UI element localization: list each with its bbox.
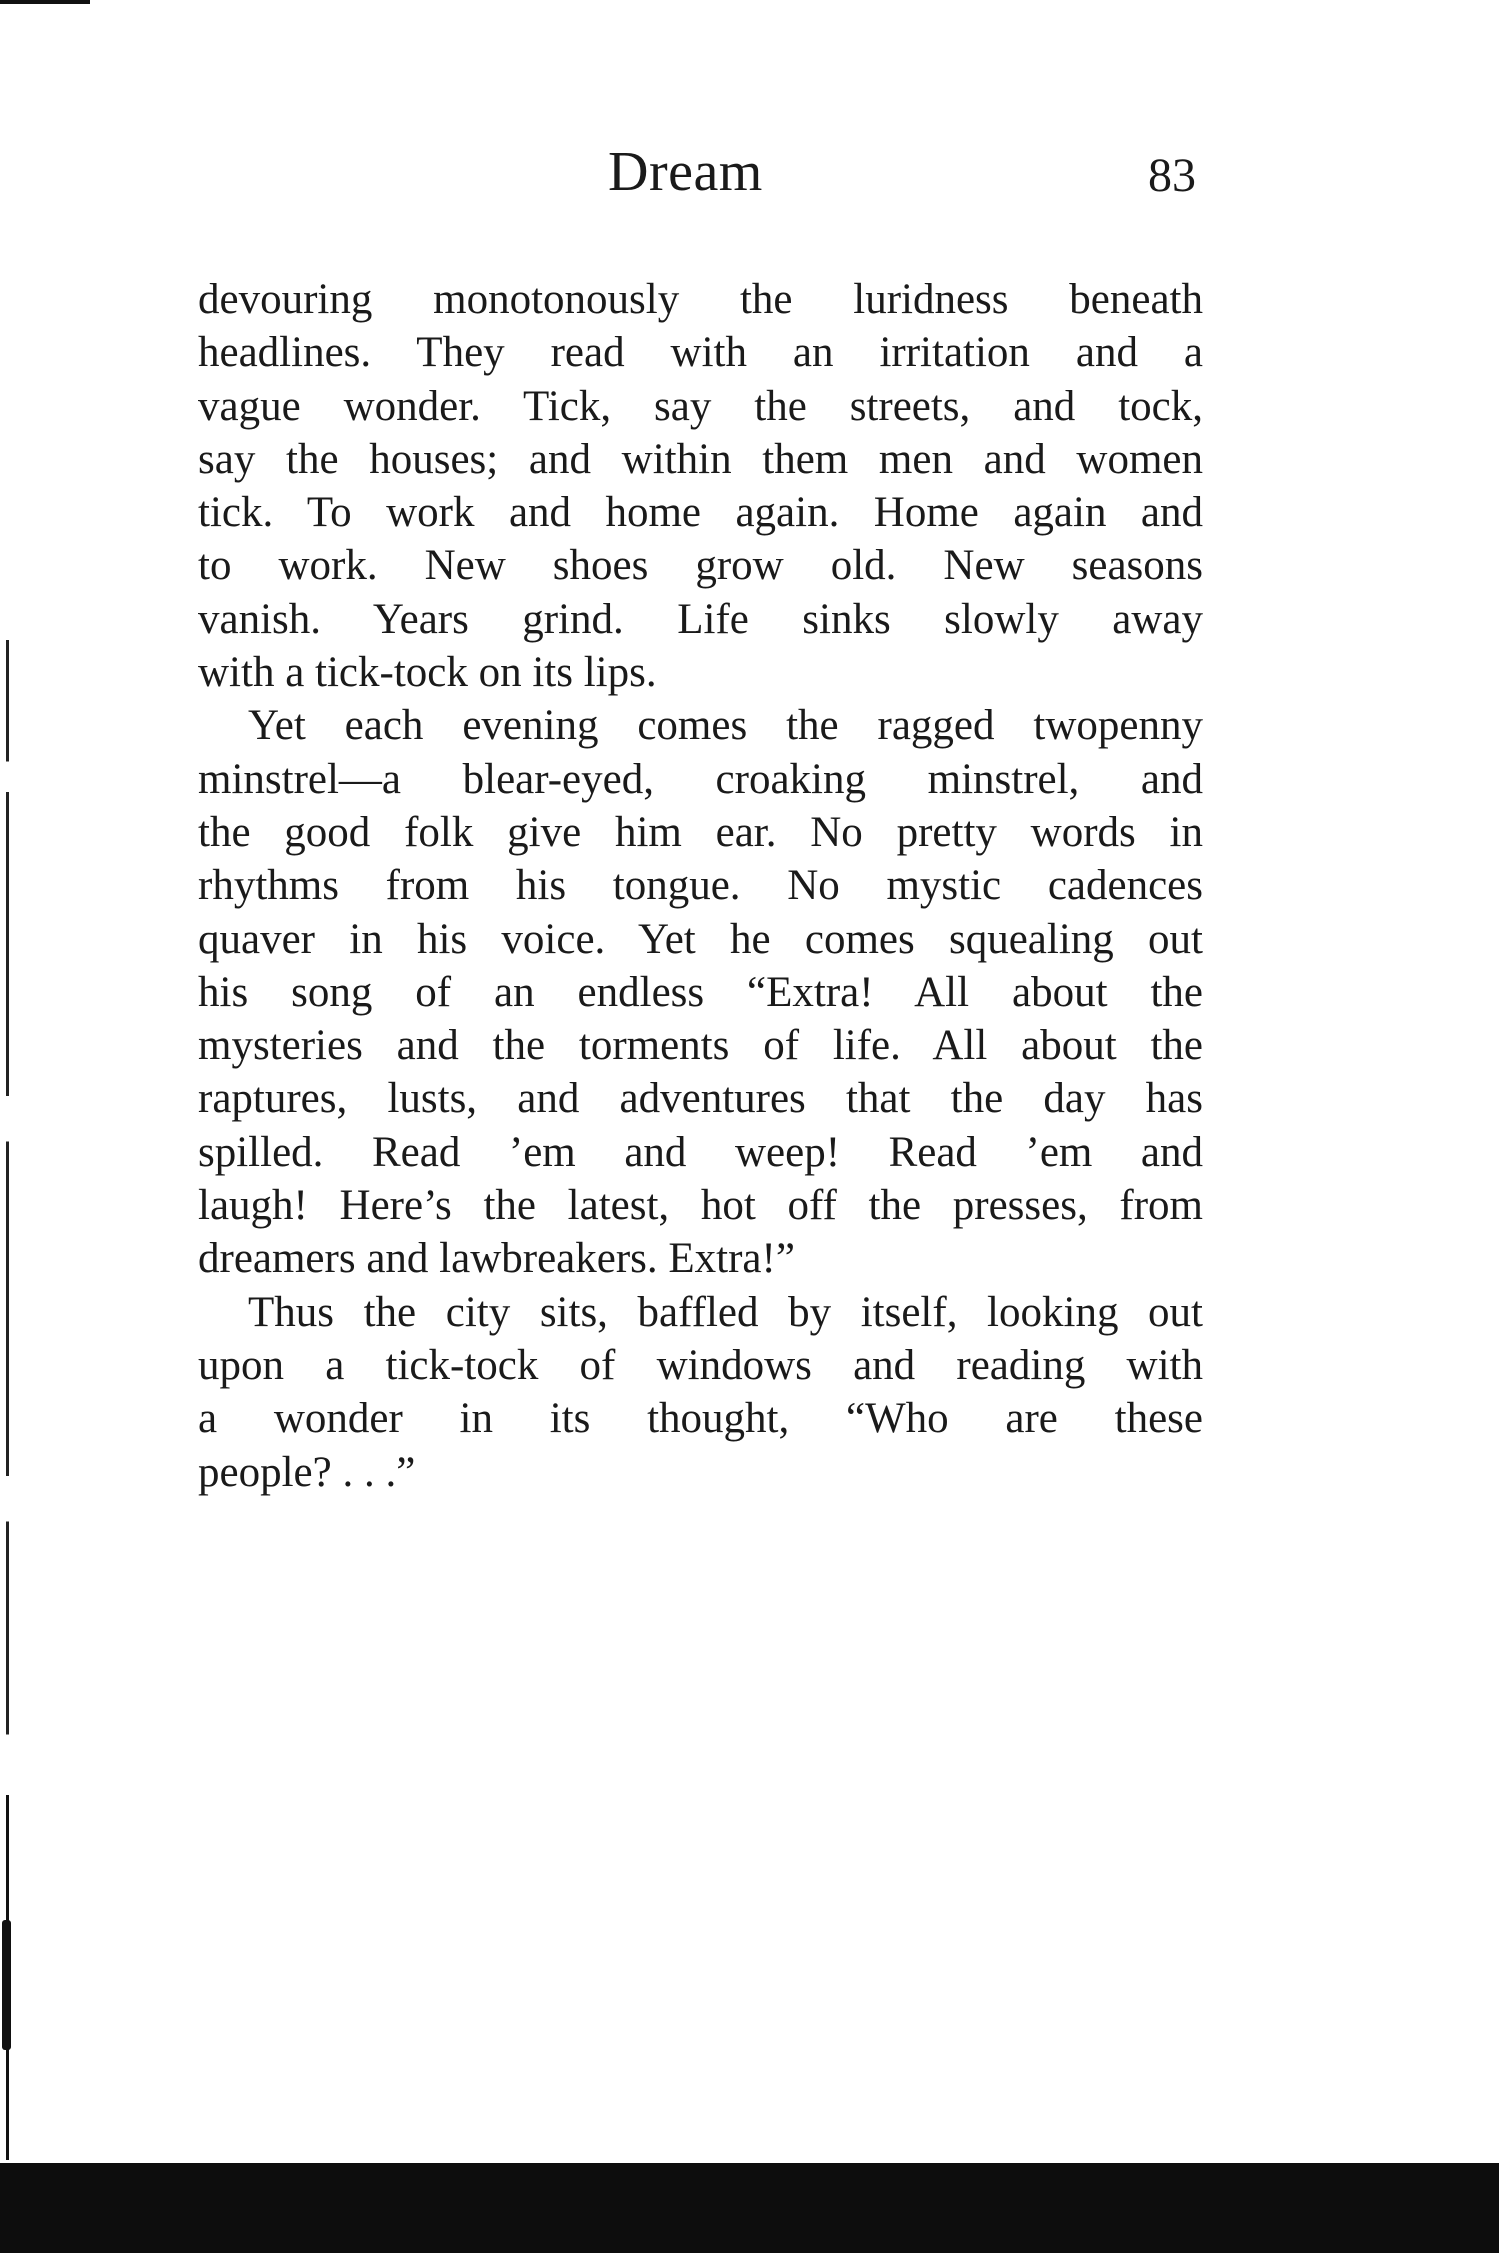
running-head bbox=[0, 140, 1499, 220]
text-line: to work. New shoes grow old. New seasons bbox=[198, 542, 1203, 590]
text-line: Thus the city sits, baffled by itself, looking out bbox=[248, 1288, 1203, 1336]
text-line: quaver in his voice. Yet he comes squealing out bbox=[198, 915, 1203, 963]
text-line: dreamers and lawbreakers. Extra!” bbox=[198, 1235, 795, 1283]
text-line: devouring monotonously the luridness beneath bbox=[198, 276, 1203, 323]
text-line: vague wonder. Tick, say the streets, and tock, bbox=[198, 382, 1203, 430]
paragraph bbox=[198, 699, 1203, 1285]
text-line: minstrel—a blear-eyed, croaking minstrel, and bbox=[198, 755, 1203, 803]
text-line: a wonder in its thought, “Who are these bbox=[198, 1395, 1203, 1443]
text-line: mysteries and the torments of life. All about the bbox=[198, 1022, 1203, 1070]
paragraph bbox=[198, 273, 1203, 699]
text-line: tick. To work and home again. Home again and bbox=[198, 489, 1203, 537]
text-line: his song of an endless “Extra! All about the bbox=[198, 968, 1203, 1016]
paragraph bbox=[198, 1286, 1203, 1499]
text-line: raptures, lusts, and adventures that the day has bbox=[198, 1075, 1203, 1123]
page-number: 83 bbox=[1148, 149, 1196, 202]
scan-edge-mark bbox=[0, 0, 90, 4]
text-line: rhythms from his tongue. No mystic cadences bbox=[198, 862, 1203, 910]
running-title: Dream bbox=[608, 141, 763, 203]
text-line: Yet each evening comes the ragged twopenny bbox=[248, 702, 1203, 750]
text-line: upon a tick-tock of windows and reading with bbox=[198, 1341, 1203, 1389]
text-line: with a tick-tock on its lips. bbox=[198, 649, 657, 697]
binding-shadow bbox=[2, 1920, 11, 2050]
text-line: the good folk give him ear. No pretty words in bbox=[198, 808, 1203, 856]
text-line: people? . . .” bbox=[198, 1448, 416, 1496]
text-line: headlines. They read with an irritation and a bbox=[198, 329, 1203, 377]
text-line: say the houses; and within them men and women bbox=[198, 435, 1203, 483]
text-line: spilled. Read ’em and weep! Read ’em and bbox=[198, 1128, 1203, 1176]
text-line: laugh! Here’s the latest, hot off the presses, from bbox=[198, 1182, 1203, 1230]
text-line: vanish. Years grind. Life sinks slowly away bbox=[198, 595, 1203, 643]
scan-bottom-edge bbox=[0, 2163, 1499, 2253]
body-text bbox=[198, 273, 1203, 1499]
